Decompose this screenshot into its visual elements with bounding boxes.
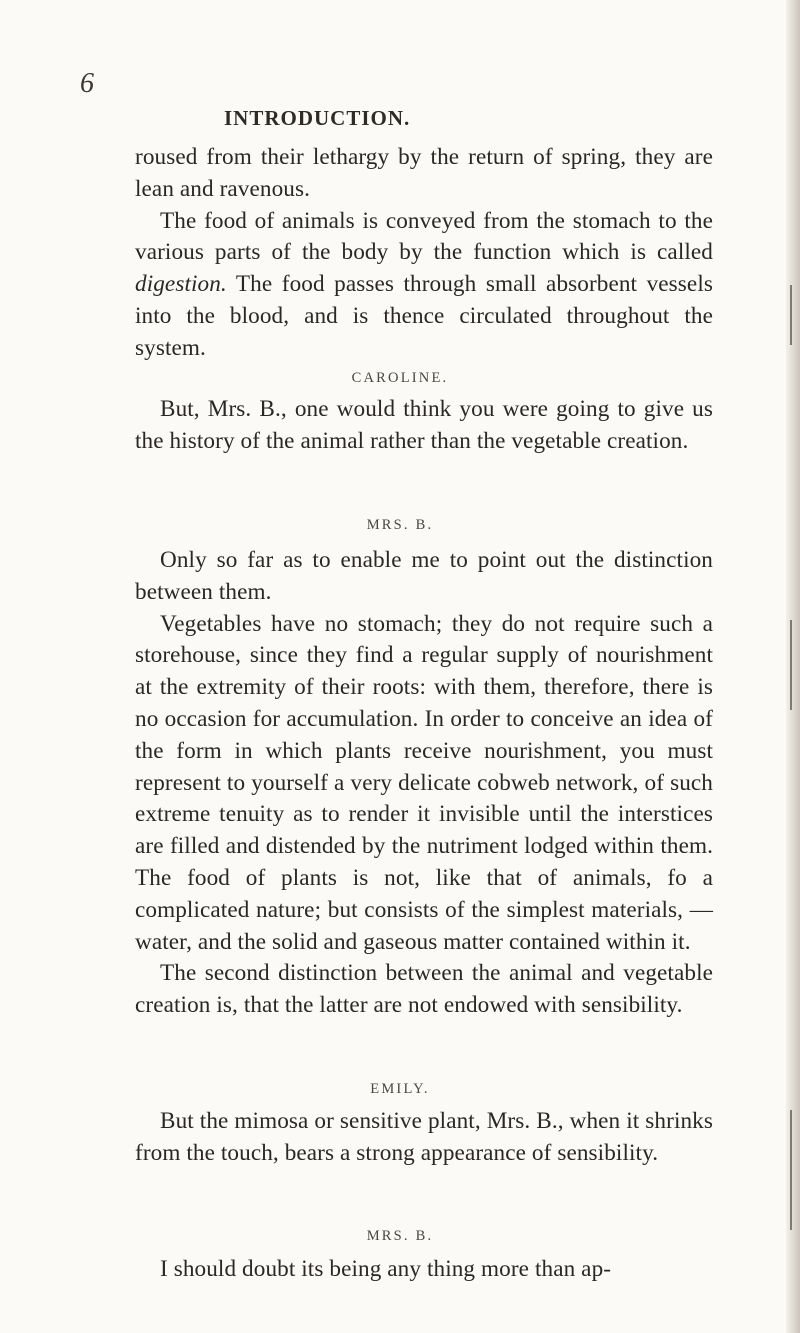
- mrs-b-speech: [135, 545, 713, 1022]
- mrs-b-speech-final: [135, 1254, 713, 1286]
- edge-mark: [790, 620, 792, 710]
- intro-text: [135, 142, 713, 365]
- speaker-mrs-b: MRS. B.: [366, 1228, 434, 1244]
- sentence: The food of animals is conveyed from the stomach to the various parts of the body by the function which is called: [135, 207, 713, 266]
- paragraph: But the mimosa or sensitive plant, Mrs. B., when it shrinks from the touch, bears a strong appearance of sensibility.: [135, 1108, 713, 1166]
- speaker-caroline: CAROLINE.: [351, 370, 449, 386]
- speaker-emily: EMILY.: [370, 1081, 430, 1097]
- edge-mark: [790, 285, 792, 345]
- paragraph: I should doubt its being any thing more than ap-: [160, 1256, 612, 1282]
- italic-term: digestion.: [135, 271, 227, 298]
- paragraph: roused from their lethargy by the return of spring, they are lean and ravenous.: [135, 144, 713, 202]
- paragraph: Vegetables have no stomach; they do not require such a storehouse, since they find a regular supply of nourishment at the extremity of their roots: with them, therefore, there is no occasion for accumulation. In order to conceive an idea of the form in which plants receive nourishment, you must represent to yourself a very delicate cobweb network, of such extreme tenuity as to render it invisible until the interstices are filled and distended by the nutriment lodged within them. The food of plants is not, like that of animals, fo a complicated nature; but consists of the simplest materials, — water, and the solid and gaseous matter contained within it.: [135, 610, 713, 955]
- edge-mark: [790, 1110, 792, 1230]
- sentence: The food passes through small absorbent vessels into the blood, and is thence circulated throughout the system.: [135, 271, 713, 361]
- running-head: [0, 68, 800, 130]
- paragraph: [135, 206, 713, 365]
- speaker-mrs-b: MRS. B.: [366, 517, 434, 533]
- caroline-speech: [135, 394, 713, 458]
- running-title: INTRODUCTION.: [224, 106, 411, 130]
- emily-speech: [135, 1106, 713, 1170]
- paragraph: The second distinction between the animal and vegetable creation is, that the latter are not endowed with sensibility.: [135, 960, 713, 1019]
- paragraph: Only so far as to enable me to point out the distinction between them.: [135, 547, 713, 605]
- page-number: 6: [80, 68, 94, 99]
- paragraph: But, Mrs. B., one would think you were going to give us the history of the animal rather than the vegetable creation.: [135, 396, 713, 454]
- page-edge: [786, 0, 800, 1333]
